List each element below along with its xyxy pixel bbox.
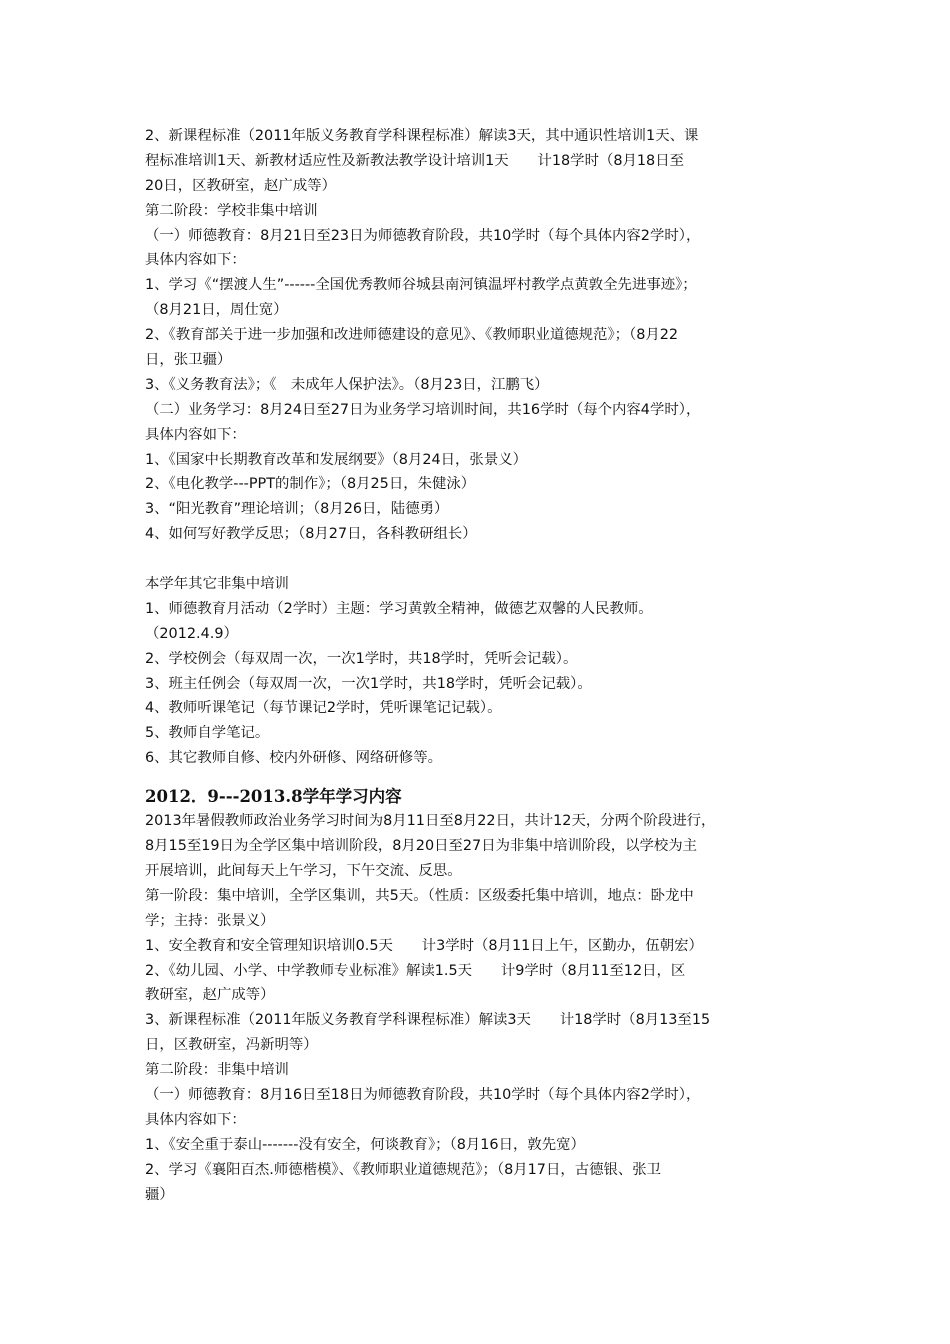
- text-line: 3、新课程标准（2011年版义务教育学科课程标准）解读3天 计18学时（8月13至15: [145, 1012, 711, 1029]
- text-line: 1、师德教育月活动（2学时）主题：学习黄敦全精神，做德艺双馨的人民教师。: [145, 600, 653, 617]
- text-line: 本学年其它非集中培训: [145, 576, 289, 593]
- text-line: 第二阶段：学校非集中培训: [145, 202, 318, 219]
- text-line: 2、学习《襄阳百杰.师德楷模》、《教师职业道德规范》；（8月17日，古德银、张卫: [145, 1161, 662, 1178]
- text-line: 3、班主任例会（每双周一次，一次1学时，共18学时，凭听会记载）。: [145, 675, 592, 692]
- text-line: 教研室，赵广成等）: [145, 987, 275, 1004]
- text-line: 程标准培训1天、新教材适应性及新教法教学设计培训1天 计18学时（8月18日至: [145, 152, 684, 169]
- text-line: 20日，区教研室，赵广成等）: [145, 177, 336, 194]
- training-schedule-2013: [145, 809, 810, 1207]
- text-line: 第一阶段：集中培训，全学区集训，共5天。（性质：区级委托集中培训，地点：卧龙中: [145, 887, 694, 904]
- text-line: 疆）: [145, 1186, 174, 1203]
- text-line: 6、其它教师自修、校内外研修、网络研修等。: [145, 750, 442, 767]
- text-line: 3、“阳光教育”理论培训；（8月26日，陆德勇）: [145, 501, 449, 518]
- text-line: 1、《安全重于泰山-------没有安全，何谈教育》；（8月16日，敦先宽）: [145, 1136, 585, 1153]
- training-schedule-part1: [145, 124, 810, 547]
- text-line: 学；主持：张景义）: [145, 912, 275, 929]
- text-line: （二）业务学习：8月24日至27日为业务学习培训时间，共16学时（每个内容4学时），: [145, 401, 701, 418]
- text-line: 1、《国家中长期教育改革和发展纲要》（8月24日，张景义）: [145, 451, 527, 468]
- text-line: （8月21日，周仕宽）: [145, 302, 288, 319]
- text-line: 2013年暑假教师政治业务学习时间为8月11日至8月22日，共计12天，分两个阶段进行，: [145, 813, 716, 830]
- text-line: 日，张卫疆）: [145, 352, 232, 369]
- text-line: 4、如何写好教学反思；（8月27日，各科教研组长）: [145, 526, 477, 543]
- text-line: 具体内容如下：: [145, 252, 246, 269]
- section-heading: 2012．9---2013.8学年学习内容: [145, 787, 402, 807]
- blank-line: [145, 547, 810, 572]
- text-line: 具体内容如下：: [145, 426, 246, 443]
- text-line: 2、《电化教学---PPT的制作》；（8月25日，朱健泳）: [145, 476, 476, 493]
- text-line: 8月15至19日为全学区集中培训阶段，8月20日至27日为非集中培训阶段，以学校为主: [145, 838, 698, 855]
- text-line: 开展培训，此间每天上午学习，下午交流、反思。: [145, 862, 462, 879]
- text-line: 1、安全教育和安全管理知识培训0.5天 计3学时（8月11日上午，区勤办，伍朝宏）: [145, 937, 703, 954]
- text-line: 1、学习《“摆渡人生”------全国优秀教师谷城县南河镇温坪村教学点黄敦全先进事迹》；: [145, 277, 697, 294]
- text-line: 5、教师自学笔记。: [145, 725, 270, 742]
- text-line: 3、《义务教育法》；《 未成年人保护法》。（8月23日，江鹏飞）: [145, 376, 549, 393]
- text-line: 具体内容如下：: [145, 1111, 246, 1128]
- other-training-section: [145, 572, 810, 771]
- text-line: 2、《幼儿园、小学、中学教师专业标准》解读1.5天 计9学时（8月11至12日，区: [145, 962, 686, 979]
- text-line: （一）师德教育：8月16日至18日为师德教育阶段，共10学时（每个具体内容2学时），: [145, 1086, 701, 1103]
- text-line: （2012.4.9）: [145, 625, 238, 642]
- text-line: 第二阶段：非集中培训: [145, 1062, 289, 1079]
- text-line: （一）师德教育：8月21日至23日为师德教育阶段，共10学时（每个具体内容2学时），: [145, 227, 701, 244]
- text-line: 4、教师听课笔记（每节课记2学时，凭听课笔记记载）。: [145, 700, 502, 717]
- text-line: 日，区教研室，冯新明等）: [145, 1037, 318, 1054]
- text-line: 2、《教育部关于进一步加强和改进师德建设的意见》、《教师职业道德规范》；（8月22: [145, 327, 679, 344]
- text-line: 2、学校例会（每双周一次，一次1学时，共18学时，凭听会记载）。: [145, 650, 578, 667]
- document-body: [145, 124, 810, 1207]
- text-line: 2、新课程标准（2011年版义务教育学科课程标准）解读3天，其中通识性培训1天、课: [145, 128, 699, 144]
